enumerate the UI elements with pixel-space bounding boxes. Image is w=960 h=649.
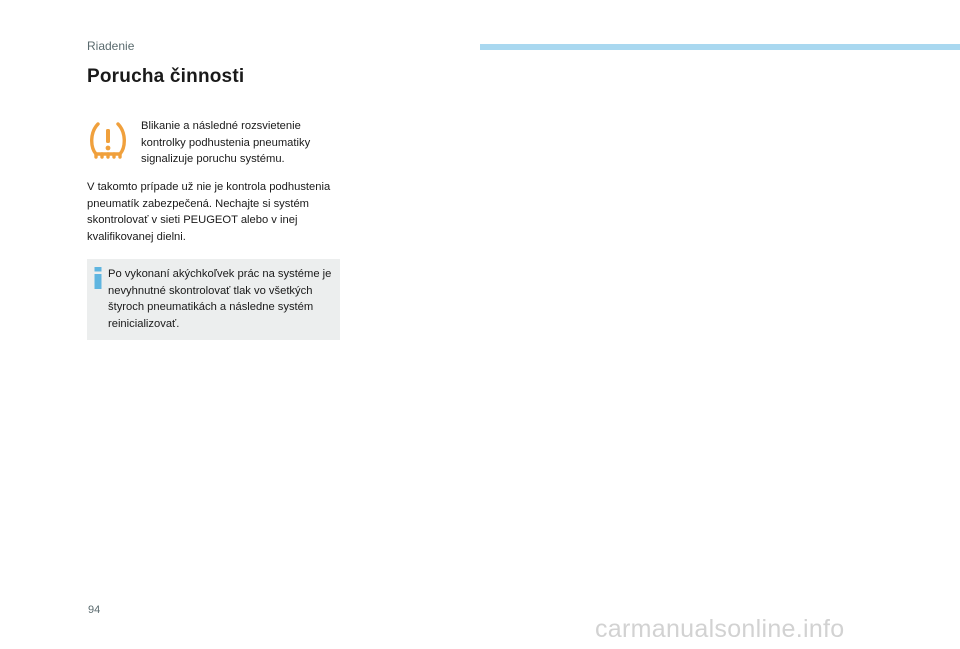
info-box (87, 259, 340, 340)
tire-pressure-warning-icon (88, 120, 128, 160)
body-paragraph: V takomto prípade už nie je kontrola podhustenia pneumatík zabezpečená. Nechajte si systém skontrolovať v sieti PEUGEOT alebo v inej kvalifikovanej dielni. (87, 181, 331, 243)
section-label: Riadenie (87, 39, 135, 53)
header-accent-bar (480, 44, 960, 50)
info-icon (94, 267, 102, 289)
warning-description: Blikanie a následné rozsvietenie kontrolky podhustenia pneumatiky signalizuje poruchu systému. (141, 120, 311, 165)
watermark-text: carmanualsonline.info (595, 615, 845, 643)
page-title: Porucha činnosti (87, 66, 245, 87)
page-number: 94 (88, 604, 101, 616)
info-text: Po vykonaní akýchkoľvek prác na systéme je nevyhnutné skontrolovať tlak vo všetkých štyroch pneumatikách a následne systém reinicializovať. (108, 268, 332, 330)
